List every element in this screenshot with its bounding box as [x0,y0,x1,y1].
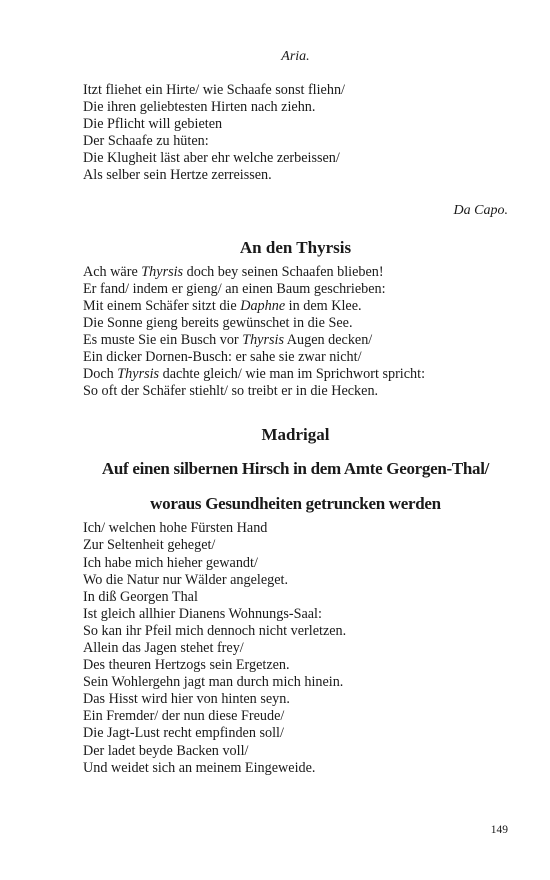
verse-line: Ist gleich allhier Dianens Wohnungs-Saal: [83,605,322,622]
verse-line: Ich habe mich hieher gewandt/ [83,554,258,571]
verse-text: Doch [83,366,118,383]
verse-line: Zur Seltenheit geheget/ [83,537,216,554]
verse-line [83,349,508,366]
verse-text: So oft der Schäfer stiehlt/ so treibt er in die Hecken. [83,383,379,400]
verse-line: Die ihren geliebtesten Hirten nach ziehn. [83,99,316,116]
verse-text: Mit einem Schäfer sitzt die [83,297,241,314]
verse-text: in dem Klee. [285,297,362,314]
verse-text: Die Sonne gieng bereits gewünschet in die See. [83,314,353,331]
verse-text: Augen decken/ [284,331,373,348]
verse-text: Ein dicker Dornen-Busch: er sahe sie zwar nicht/ [83,349,362,366]
da-capo: Da Capo. [453,202,508,218]
poem-title-madrigal: Madrigal [261,425,330,445]
verse-line [83,264,508,281]
madrigal-subtitle: Auf einen silbernen Hirsch in dem Amte Georgen-Thal/ [101,459,490,479]
poem-title-thyrsis: An den Thyrsis [239,237,352,257]
verse-line: Des theuren Hertzogs sein Ergetzen. [83,657,290,674]
verse-line: Das Hisst wird hier von hinten seyn. [83,691,290,708]
italic-name: Thyrsis [117,366,160,383]
verse-line: Die Pflicht will gebieten [83,116,223,133]
italic-name: Thyrsis [141,263,184,280]
aria-stanza [83,82,508,185]
verse-line: Ich/ welchen hohe Fürsten Hand [83,520,268,537]
verse-line [83,332,508,349]
verse-line: Sein Wohlergehn jagt man durch mich hinein. [83,674,344,691]
madrigal-subtitle-continued: woraus Gesundheiten getruncken werden [150,494,441,514]
page-content [83,48,508,777]
thyrsis-stanza [83,264,508,401]
verse-text: dachte gleich/ wie man im Sprichwort spricht: [159,366,426,383]
verse-text: Ach wäre [83,263,142,280]
aria-heading: Aria. [281,49,310,64]
verse-line [83,298,508,315]
madrigal-stanza [83,520,508,776]
verse-line: Itzt fliehet ein Hirte/ wie Schaafe sonst fliehn/ [83,82,345,98]
verse-line: Der ladet beyde Backen voll/ [83,742,249,759]
verse-line: Allein das Jagen stehet frey/ [83,639,244,656]
verse-line: Ein Fremder/ der nun diese Freude/ [83,708,285,725]
verse-line: In diß Georgen Thal [83,588,198,605]
verse-line [83,281,508,298]
verse-line: Der Schaafe zu hüten: [83,133,209,150]
verse-line: Wo die Natur nur Wälder angeleget. [83,571,289,588]
italic-name: Thyrsis [242,331,284,348]
page-number: 149 [490,824,508,836]
verse-line: Die Klugheit läst aber ehr welche zerbeissen/ [83,150,340,167]
verse-line [83,383,508,400]
verse-text: Er fand/ indem er gieng/ an einen Baum geschrieben: [83,280,386,297]
verse-line: Die Jagt-Lust recht empfinden soll/ [83,725,284,742]
verse-line [83,366,508,383]
verse-line: Als selber sein Hertze zerreissen. [83,167,272,184]
italic-name: Daphne [240,297,286,314]
verse-line: Und weidet sich an meinem Eingeweide. [83,759,316,776]
verse-line [83,315,508,332]
verse-text: Es muste Sie ein Busch vor [83,331,243,348]
verse-text: doch bey seinen Schaafen blieben! [183,263,384,280]
verse-line: So kan ihr Pfeil mich dennoch nicht verletzen. [83,622,347,639]
